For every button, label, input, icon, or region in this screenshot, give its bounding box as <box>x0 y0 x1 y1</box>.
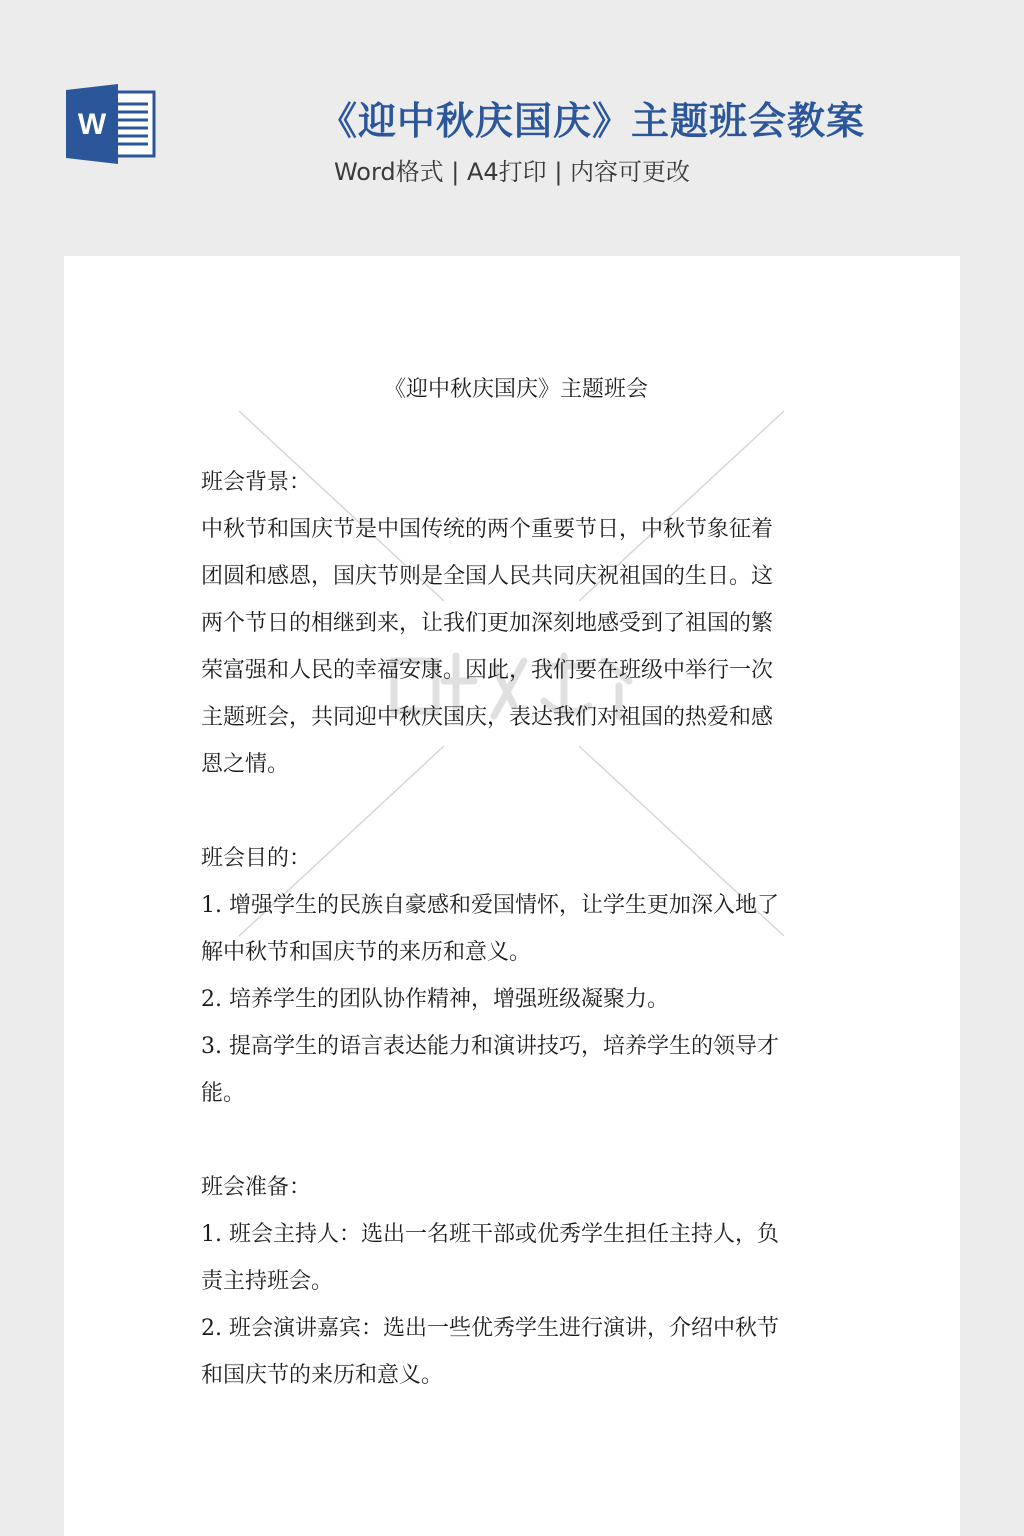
page-subtitle: Word格式 | A4打印 | 内容可更改 <box>333 158 691 186</box>
paragraph-line: 团圆和感恩，国庆节则是全国人民共同庆祝祖国的生日。这 <box>201 564 774 589</box>
list-item: 3. 提高学生的语言表达能力和演讲技巧，培养学生的领导才 <box>201 1034 779 1059</box>
list-item: 解中秋节和国庆节的来历和意义。 <box>201 940 532 965</box>
document-title: 《迎中秋庆国庆》主题班会 <box>383 377 648 402</box>
list-item: 能。 <box>201 1081 246 1106</box>
document-body <box>201 366 831 1399</box>
paragraph-line: 恩之情。 <box>201 752 290 777</box>
section-spacer <box>201 1117 831 1164</box>
section-spacer <box>201 788 831 835</box>
background-paragraph <box>201 506 831 788</box>
list-item: 和国庆节的来历和意义。 <box>201 1363 444 1388</box>
word-logo-letter: W <box>77 108 107 141</box>
paragraph-line: 两个节日的相继到来，让我们更加深刻地感受到了祖国的繁 <box>201 611 774 636</box>
section-heading-preparation: 班会准备： <box>201 1175 312 1200</box>
list-item: 2. 班会演讲嘉宾：选出一些优秀学生进行演讲，介绍中秋节 <box>201 1316 779 1341</box>
section-heading-goals: 班会目的： <box>201 846 312 871</box>
section-heading-background: 班会背景： <box>201 470 312 495</box>
list-item: 1. 增强学生的民族自豪感和爱国情怀，让学生更加深入地了 <box>201 893 779 918</box>
list-item: 2. 培养学生的团队协作精神，增强班级凝聚力。 <box>201 987 669 1012</box>
document-page <box>64 256 960 1536</box>
list-item: 1. 班会主持人：选出一名班干部或优秀学生担任主持人，负 <box>201 1222 779 1247</box>
paragraph-line: 主题班会，共同迎中秋庆国庆，表达我们对祖国的热爱和感 <box>201 705 774 730</box>
page-title: 《迎中秋庆国庆》主题班会教案 <box>318 99 865 143</box>
preparation-list <box>201 1211 831 1399</box>
paragraph-line: 中秋节和国庆节是中国传统的两个重要节日，中秋节象征着 <box>201 517 774 542</box>
paragraph-line: 荣富强和人民的幸福安康。因此，我们要在班级中举行一次 <box>201 658 774 683</box>
goals-list <box>201 882 831 1117</box>
list-item: 责主持班会。 <box>201 1269 334 1294</box>
